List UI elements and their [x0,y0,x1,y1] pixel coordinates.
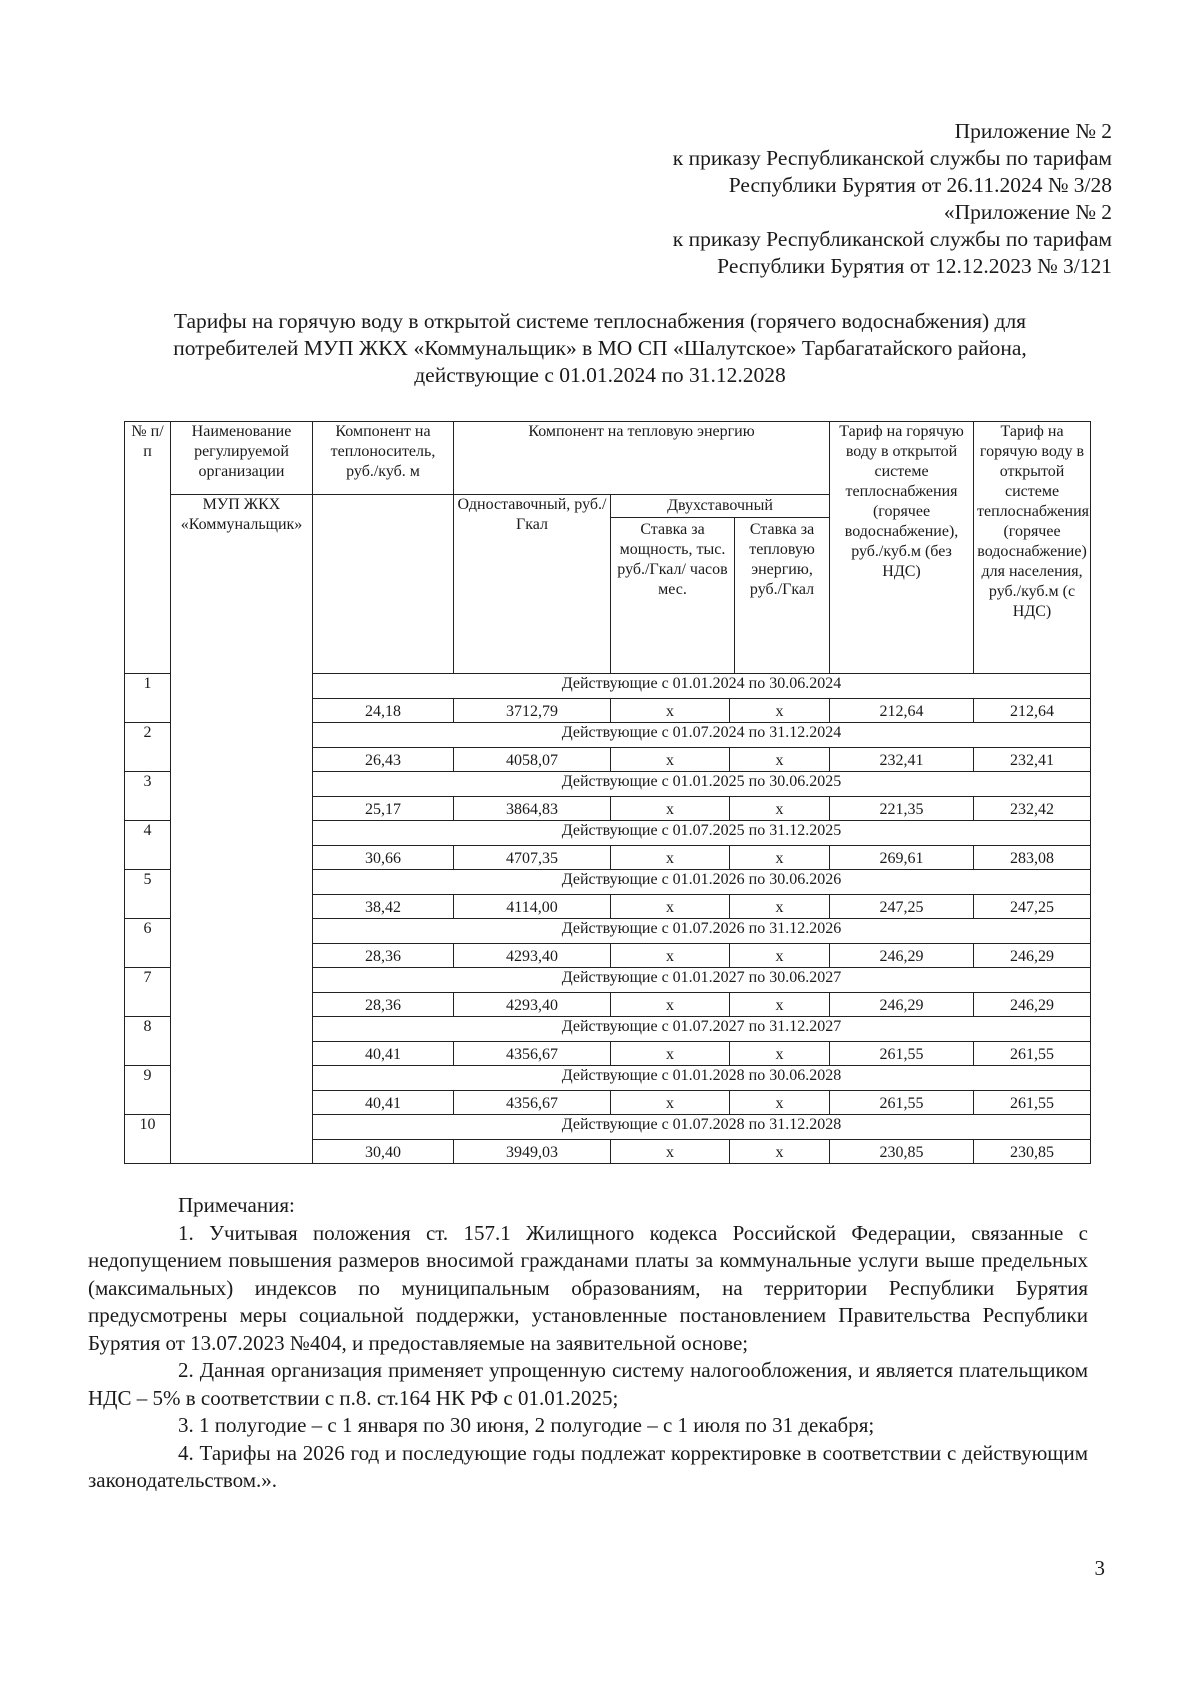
population-tariff-value: 261,55 [974,1091,1091,1115]
header-tariff-no-vat: Тариф на горячую воду в открытой системе теплоснабжения (горячее водоснабжение), руб./куб.м (без НДС) [830,422,974,674]
row-number: 6 [125,919,171,968]
capacity-rate-value: x [611,895,730,919]
carrier-value: 30,66 [313,846,454,870]
header-carrier: Компонент на теплоноситель, руб./куб. м [313,422,454,495]
energy-rate-value: x [730,846,830,870]
header-capacity-rate: Ставка за мощность, тыс. руб./Гкал/ часов мес. [611,518,735,673]
row-number: 1 [125,674,171,723]
capacity-rate-value: x [611,993,730,1017]
row-number: 9 [125,1066,171,1115]
header-tariff-population: Тариф на горячую воду в открытой системе теплоснабжения (горячее водоснабжение) для населения, руб./куб.м (с НДС) [974,422,1091,674]
header-org-name: Наименование регулируемой организации [171,422,313,495]
capacity-rate-value: x [611,1042,730,1066]
capacity-rate-value: x [611,1091,730,1115]
energy-rate-value: x [730,1091,830,1115]
capacity-rate-value: x [611,797,730,821]
period-label: Действующие с 01.07.2026 по 31.12.2026 [313,919,1091,944]
tariff-value: 246,29 [830,944,974,968]
row-number: 5 [125,870,171,919]
tariff-value: 230,85 [830,1140,974,1164]
appendix-line: к приказу Республиканской службы по тарифам [672,227,1112,251]
period-label: Действующие с 01.07.2025 по 31.12.2025 [313,821,1091,846]
page-number: 3 [1094,1556,1105,1580]
header-two-rate [611,495,830,674]
carrier-value: 28,36 [313,944,454,968]
energy-rate-value: x [730,1042,830,1066]
row-number: 10 [125,1115,171,1164]
carrier-value: 38,42 [313,895,454,919]
note-item: 4. Тарифы на 2026 год и последующие годы подлежат корректировке в соответствии с действующим законодательством.». [88,1440,1088,1492]
title-line: Тарифы на горячую воду в открытой системе теплоснабжения (горячего водоснабжения) для [173,309,1027,333]
energy-rate-value: x [730,944,830,968]
energy-rate-value: x [730,895,830,919]
tariff-value: 232,41 [830,748,974,772]
notes-section [88,1192,1088,1495]
capacity-rate-value: x [611,748,730,772]
energy-rate-value: x [730,699,830,723]
tariff-value: 269,61 [830,846,974,870]
appendix-line: к приказу Республиканской службы по тарифам [672,146,1112,170]
carrier-value: 25,17 [313,797,454,821]
single-rate-value: 4293,40 [454,993,611,1017]
title-line: действующие с 01.01.2024 по 31.12.2028 [414,363,786,387]
row-number: 4 [125,821,171,870]
single-rate-value: 3712,79 [454,699,611,723]
population-tariff-value: 230,85 [974,1140,1091,1164]
appendix-line: «Приложение № 2 [943,200,1112,224]
capacity-rate-value: x [611,944,730,968]
appendix-line: Приложение № 2 [954,119,1112,143]
carrier-value: 24,18 [313,699,454,723]
population-tariff-value: 246,29 [974,944,1091,968]
appendix-line: Республики Бурятия от 12.12.2023 № 3/121 [717,254,1112,278]
carrier-value: 26,43 [313,748,454,772]
population-tariff-value: 247,25 [974,895,1091,919]
tariff-table [124,421,1091,1164]
period-label: Действующие с 01.01.2027 по 30.06.2027 [313,968,1091,993]
row-number: 2 [125,723,171,772]
capacity-rate-value: x [611,846,730,870]
period-label: Действующие с 01.01.2025 по 30.06.2025 [313,772,1091,797]
carrier-value: 40,41 [313,1091,454,1115]
carrier-value: 28,36 [313,993,454,1017]
document-title [120,308,1080,389]
tariff-value: 246,29 [830,993,974,1017]
notes-heading: Примечания: [178,1193,295,1217]
row-number: 7 [125,968,171,1017]
population-tariff-value: 232,42 [974,797,1091,821]
period-label: Действующие с 01.07.2027 по 31.12.2027 [313,1017,1091,1042]
tariff-value: 221,35 [830,797,974,821]
note-item: 3. 1 полугодие – с 1 января по 30 июня, 2 полугодие – с 1 июля по 31 декабря; [178,1413,875,1437]
tariff-value: 247,25 [830,895,974,919]
period-label: Действующие с 01.01.2024 по 30.06.2024 [313,674,1091,699]
single-rate-value: 4114,00 [454,895,611,919]
tariff-value: 261,55 [830,1042,974,1066]
energy-rate-value: x [730,993,830,1017]
note-item: 2. Данная организация применяет упрощенную систему налогообложения, и является плательщиком НДС – 5% в соответствии с п.8. ст.164 НК РФ с 01.01.2025; [88,1358,1088,1410]
row-number: 3 [125,772,171,821]
title-line: потребителей МУП ЖКХ «Коммунальщик» в МО СП «Шалутское» Тарбагатайского района, [173,336,1027,360]
single-rate-value: 3949,03 [454,1140,611,1164]
header-num: № п/п [125,422,171,674]
period-label: Действующие с 01.01.2028 по 30.06.2028 [313,1066,1091,1091]
population-tariff-value: 283,08 [974,846,1091,870]
appendix-block [673,118,1112,280]
energy-rate-value: x [730,1140,830,1164]
tariff-value: 261,55 [830,1091,974,1115]
row-number: 8 [125,1017,171,1066]
single-rate-value: 4356,67 [454,1042,611,1066]
capacity-rate-value: x [611,699,730,723]
single-rate-value: 3864,83 [454,797,611,821]
header-single-rate: Одноставочный, руб./Гкал [454,495,611,674]
header-energy-rate: Ставка за тепловую энергию, руб./Гкал [749,521,815,598]
population-tariff-value: 212,64 [974,699,1091,723]
tariff-value: 212,64 [830,699,974,723]
single-rate-value: 4293,40 [454,944,611,968]
period-label: Действующие с 01.07.2028 по 31.12.2028 [313,1115,1091,1140]
energy-rate-value: x [730,797,830,821]
population-tariff-value: 261,55 [974,1042,1091,1066]
carrier-value: 30,40 [313,1140,454,1164]
single-rate-value: 4058,07 [454,748,611,772]
population-tariff-value: 232,41 [974,748,1091,772]
period-label: Действующие с 01.07.2024 по 31.12.2024 [313,723,1091,748]
carrier-value: 40,41 [313,1042,454,1066]
capacity-rate-value: x [611,1140,730,1164]
org-name-cell: МУП ЖКХ «Коммунальщик» [171,495,313,1164]
carrier-spacer [313,495,454,674]
energy-rate-value: x [730,748,830,772]
appendix-line: Республики Бурятия от 26.11.2024 № 3/28 [728,173,1112,197]
population-tariff-value: 246,29 [974,993,1091,1017]
single-rate-value: 4356,67 [454,1091,611,1115]
period-label: Действующие с 01.01.2026 по 30.06.2026 [313,870,1091,895]
two-rate-label: Двухставочный [611,495,829,518]
note-item: 1. Учитывая положения ст. 157.1 Жилищного кодекса Российской Федерации, связанные с недопущением повышения размеров вносимой гражданами платы за коммунальные услуги выше предельных (максимальных) индексов по муниципальным образованиям, на территории Республики Бурятия предусмотрены меры социальной поддержки, установленные постановлением Правительства Республики Бурятия от 13.07.2023 №404, и предоставляемые на заявительной основе; [88,1220,1088,1355]
single-rate-value: 4707,35 [454,846,611,870]
header-heat-component: Компонент на тепловую энергию [454,422,830,495]
